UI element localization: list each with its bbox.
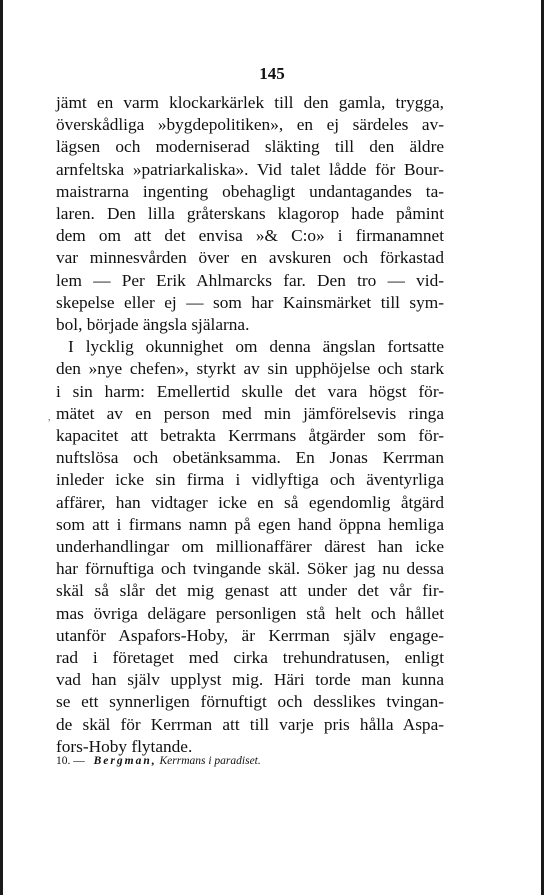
text-line: dem om att det envisa »& C:o» i firmanamnet [56, 226, 444, 246]
page-number: 145 [259, 64, 285, 83]
text-line: affärer, han vidtager icke en så egendomlig åtgärd [56, 492, 444, 512]
text-line: lägsen och moderniserad släkting till den äldre [56, 137, 444, 157]
text-line: maistrarna ingenting obehagligt undantagandes ta- [56, 181, 444, 201]
text-line: underhandlingar om millionaffärer därest han icke [56, 537, 444, 557]
text-line: I lycklig okunnighet om denna ängslan fortsatte [68, 337, 444, 357]
text-line: fors-Hoby flytande. [56, 736, 193, 756]
text-line: de skäl för Kerrman att till varje pris hålla Aspa- [56, 714, 444, 734]
text-line: nuftslösa och obetänksamma. En Jonas Kerrman [56, 448, 444, 468]
text-line: se ett synnerligen förnuftigt och desslikes tvingan- [56, 692, 444, 712]
text-line: den »nye chefen», styrkt av sin upphöjelse och stark [56, 359, 444, 379]
text-line: laren. Den lilla gråterskans klagorop hade påmint [56, 204, 444, 224]
footer-title: Kerrmans i paradiset. [159, 755, 261, 767]
signature-mark: 10. — [56, 755, 85, 767]
text-line: jämt en varm klockarkärlek till den gamla, trygga, [56, 93, 444, 112]
text-line: bol, började ängsla själarna. [56, 315, 250, 335]
text-line: arnfeltska »patriarkaliska». Vid talet lådde för Bour- [56, 159, 444, 179]
text-line: lem — Per Erik Ahlmarcks far. Den tro — vid- [56, 270, 444, 290]
text-line: mas övriga delägare personligen stå helt och hållet [56, 603, 444, 623]
text-line: skäl så slår det mig genast att under det vår fir- [56, 581, 444, 601]
text-line: har förnuftiga och tvingande skäl. Söker jag nu dessa [56, 559, 444, 579]
text-line: kapacitet att betrakta Kerrmans åtgärder som för- [56, 426, 444, 446]
text-line: var minnesvården över en avskuren och förkastad [56, 248, 444, 268]
footer-author: Bergman, [93, 755, 157, 767]
text-line: skepelse eller ej — som har Kainsmärket till sym- [56, 292, 444, 312]
text-line: i sin harm: Emellertid skulle det vara högst för- [56, 381, 444, 401]
text-line: överskådliga »bygdepolitiken», en ej särdeles av- [56, 115, 444, 135]
text-line: som att i firmans namn på egen hand öppna hemliga [56, 514, 444, 534]
margin-mark: , [48, 412, 51, 423]
body-text [56, 92, 444, 758]
text-line: utanför Aspafors-Hoby, är Kerrman själv engage- [56, 625, 444, 645]
page-edge-left [0, 0, 3, 895]
text-line: inleder icke sin firma i vidlyftiga och äventyrliga [56, 470, 444, 490]
text-line: mätet av en person med min jämförelsevis ringa [56, 403, 444, 423]
text-line: rad i företaget med cirka trehundratusen, enligt [56, 648, 444, 668]
text-line: vad han själv upplyst mig. Häri torde man kunna [56, 670, 444, 690]
signature-footer [56, 755, 261, 767]
